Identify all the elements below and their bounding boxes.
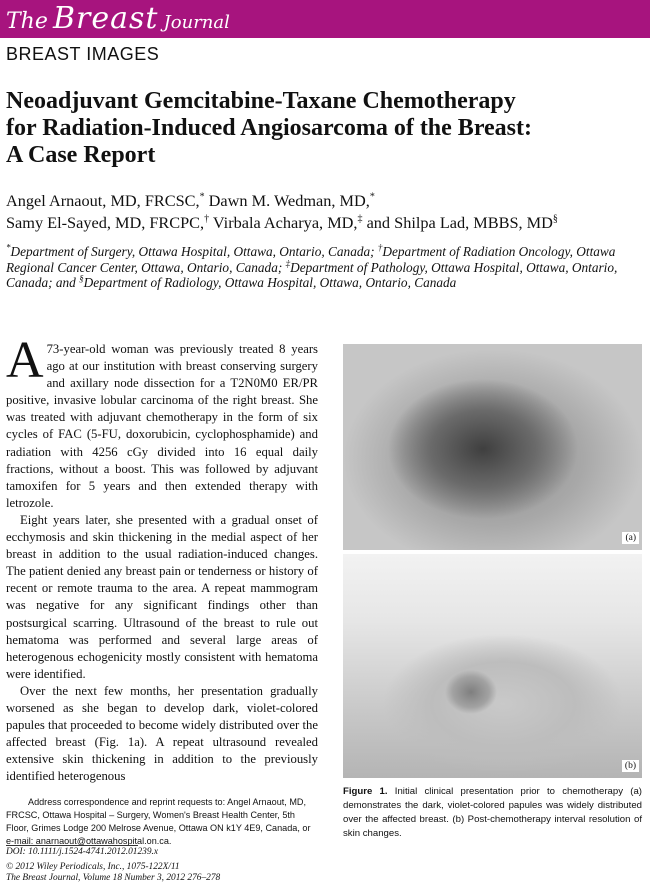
section-label: BREAST IMAGES bbox=[6, 44, 160, 64]
logo-the: The bbox=[6, 9, 48, 34]
figure-caption bbox=[343, 785, 642, 841]
author-mark: § bbox=[552, 213, 558, 225]
title-line-1: Neoadjuvant Gemcitabine-Taxane Chemotherapy bbox=[6, 88, 516, 114]
logo-journal: Journal bbox=[163, 12, 230, 33]
author-mark: * bbox=[369, 191, 375, 203]
affil-surgery: Department of Surgery, Ottawa Hospital, Ottawa, Ontario, Canada; bbox=[10, 244, 378, 259]
doi: DOI: 10.1111/j.1524-4741.2012.01239.x bbox=[6, 847, 159, 857]
body-text bbox=[6, 332, 318, 785]
author-wedman: Dawn M. Wedman, MD, bbox=[204, 191, 370, 210]
affil-mark: § bbox=[79, 273, 84, 284]
journal-logo bbox=[6, 1, 230, 36]
drop-cap: A bbox=[6, 332, 44, 389]
author-arnaout: Angel Arnaout, MD, FRCSC, bbox=[6, 191, 200, 210]
affil-pathology: Department of Pathology, Ottawa Hospital, Ottawa, Ontario, Canada; and bbox=[6, 259, 618, 290]
caption-label: Figure 1. bbox=[343, 786, 388, 797]
author-lad: and Shilpa Lad, MBBS, MD bbox=[362, 213, 553, 232]
logo-breast: Breast bbox=[52, 1, 159, 36]
author-mark: * bbox=[199, 191, 205, 203]
author-line-2 bbox=[6, 212, 646, 234]
paragraph-1 bbox=[6, 332, 318, 512]
affil-radiology: Department of Radiology, Ottawa Hospital, Ottawa, Ontario, Canada bbox=[83, 275, 457, 290]
figure-tag-b: (b) bbox=[622, 760, 639, 772]
correspondence-line: Address correspondence and reprint requests to: Angel Arnaout, MD, bbox=[28, 797, 307, 807]
author-line-1 bbox=[6, 190, 646, 212]
correspondence-line: e-mail: anarnaout@ottawahospital.on.ca. bbox=[6, 836, 172, 846]
caption-text: Initial clinical presentation prior to chemotherapy (a) demonstrates the dark, violet-colored papules was widely distributed over the affected breast. (b) Post-chemotherapy interval resolution of skin changes. bbox=[343, 786, 642, 839]
paragraph-2: Eight years later, she presented with a gradual onset of ecchymosis and skin thickening in the medial aspect of her breast in addition to the usual radiation-induced changes. The patient denied any breast pain or tenderness or history of recent or remote trauma to the area. A repeat mammogram was negative for any significant findings other than postsurgical scarring. Ultrasound of the breast to rule out hematoma was performed and several large areas of heterogenous echogenicity mostly consistent with hematoma were identified. bbox=[6, 512, 318, 681]
copyright: © 2012 Wiley Periodicals, Inc., 1075-122X/11 bbox=[6, 861, 180, 872]
journal-masthead bbox=[0, 0, 650, 38]
author-list bbox=[6, 190, 646, 234]
article-title bbox=[6, 88, 626, 169]
figure-1a-photo bbox=[343, 344, 642, 550]
footer bbox=[6, 847, 406, 885]
figure-tag-a: (a) bbox=[622, 532, 639, 544]
affil-radiation: Department of Radiation Oncology, Ottawa Regional Cancer Center, Ottawa, Ontario, Canada; bbox=[6, 244, 616, 275]
figure-1b-photo bbox=[343, 554, 642, 778]
author-mark: ‡ bbox=[357, 213, 363, 225]
affil-mark: ‡ bbox=[285, 258, 291, 269]
affiliations bbox=[6, 244, 642, 291]
author-el-sayed: Samy El-Sayed, MD, FRCPC, bbox=[6, 213, 205, 232]
title-line-2: for Radiation-Induced Angiosarcoma of the Breast: bbox=[6, 115, 533, 141]
title-line-3: A Case Report bbox=[6, 142, 156, 168]
affil-mark: † bbox=[377, 242, 383, 253]
author-mark: † bbox=[204, 213, 210, 225]
affil-mark: * bbox=[6, 242, 11, 253]
citation: The Breast Journal, Volume 18 Number 3, 2012 276–278 bbox=[6, 873, 221, 883]
author-acharya: Virbala Acharya, MD, bbox=[209, 213, 358, 232]
correspondence-line: FRCSC, Ottawa Hospital – Surgery, Women's Breast Health Center, 5th bbox=[6, 810, 295, 820]
footer-divider bbox=[6, 845, 138, 846]
paragraph-3: Over the next few months, her presentation gradually worsened as she began to develop dark, violet-colored papules that proceeded to become widely distributed over the affected breast (Fig. 1a). A repeat ultrasound revealed extensive skin thickening in addition to the previously identified heterogenous bbox=[6, 683, 318, 784]
correspondence-line: Floor, Grimes Lodge 200 Melrose Avenue, Ottawa ON k1Y 4E9, Canada, or bbox=[6, 823, 311, 833]
correspondence-note bbox=[6, 796, 318, 848]
paragraph-1-text: 73-year-old woman was previously treated 8 years ago at our institution with breast conserving surgery and axillary node dissection for a T2N0M0 ER/PR positive, invasive lobular carcinoma of the right breast. She was treated with adjuvant chemotherapy in the form of six cycles of FAC (5-FU, doxorubicin, cyclophosphamide) and radiation with 4256 cGy divided into 16 equal daily fractions, without a boost. This was followed by adjuvant tamoxifen for 5 years and then extended therapy with letrozole. bbox=[6, 342, 318, 510]
